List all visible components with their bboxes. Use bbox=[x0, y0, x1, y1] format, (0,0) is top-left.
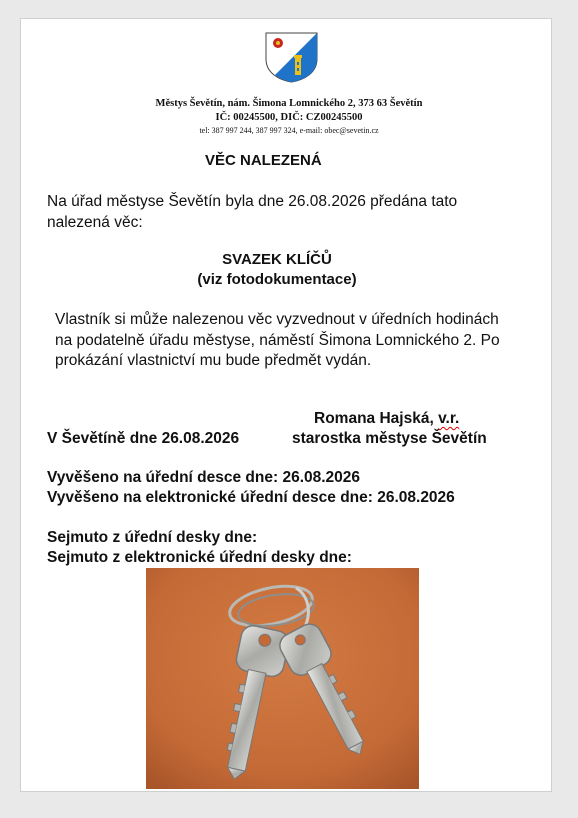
coat-of-arms-icon bbox=[264, 31, 319, 83]
signatory-vr: v.r. bbox=[438, 410, 460, 427]
notice-body: Vlastník si může nalezenou věc vyzvednout v úředních hodinách na podatelně úřadu městyse, náměstí Šimona Lomnického 2. Po prokázání vlastnictví mu bude předmět vydán. bbox=[55, 311, 500, 369]
removed-electronic-date: Sejmuto z elektronické úřední desky dne: bbox=[47, 549, 352, 566]
office-contact: tel: 387 997 244, 387 997 324, e-mail: obec@sevetin.cz bbox=[199, 126, 379, 135]
office-address: Městys Ševětín, nám. Šimona Lomnického 2, 373 63 Ševětín bbox=[155, 98, 423, 109]
notice-title: VĚC NALEZENÁ bbox=[205, 152, 322, 169]
signatory-name-text: Romana Hajská, bbox=[314, 410, 439, 427]
posted-board-date: Vyvěšeno na úřední desce dne: 26.08.2026 bbox=[47, 469, 361, 486]
found-item-note: (viz fotodokumentace) bbox=[197, 271, 357, 288]
signatory-role: starostka městyse Ševětín bbox=[292, 430, 487, 447]
office-ids: IČ: 00245500, DIČ: CZ00245500 bbox=[215, 112, 363, 123]
notice-intro: Na úřad městyse Ševětín byla dne 26.08.2026 předána tato nalezená věc: bbox=[47, 193, 458, 231]
found-item-name: SVAZEK KLÍČŮ bbox=[222, 251, 332, 268]
place-date: V Ševětíně dne 26.08.2026 bbox=[47, 430, 240, 447]
removed-board-date: Sejmuto z úřední desky dne: bbox=[47, 529, 258, 546]
keys-photo bbox=[146, 568, 419, 789]
posted-electronic-date: Vyvěšeno na elektronické úřední desce dne: 26.08.2026 bbox=[47, 489, 455, 506]
signatory-name bbox=[314, 410, 459, 428]
